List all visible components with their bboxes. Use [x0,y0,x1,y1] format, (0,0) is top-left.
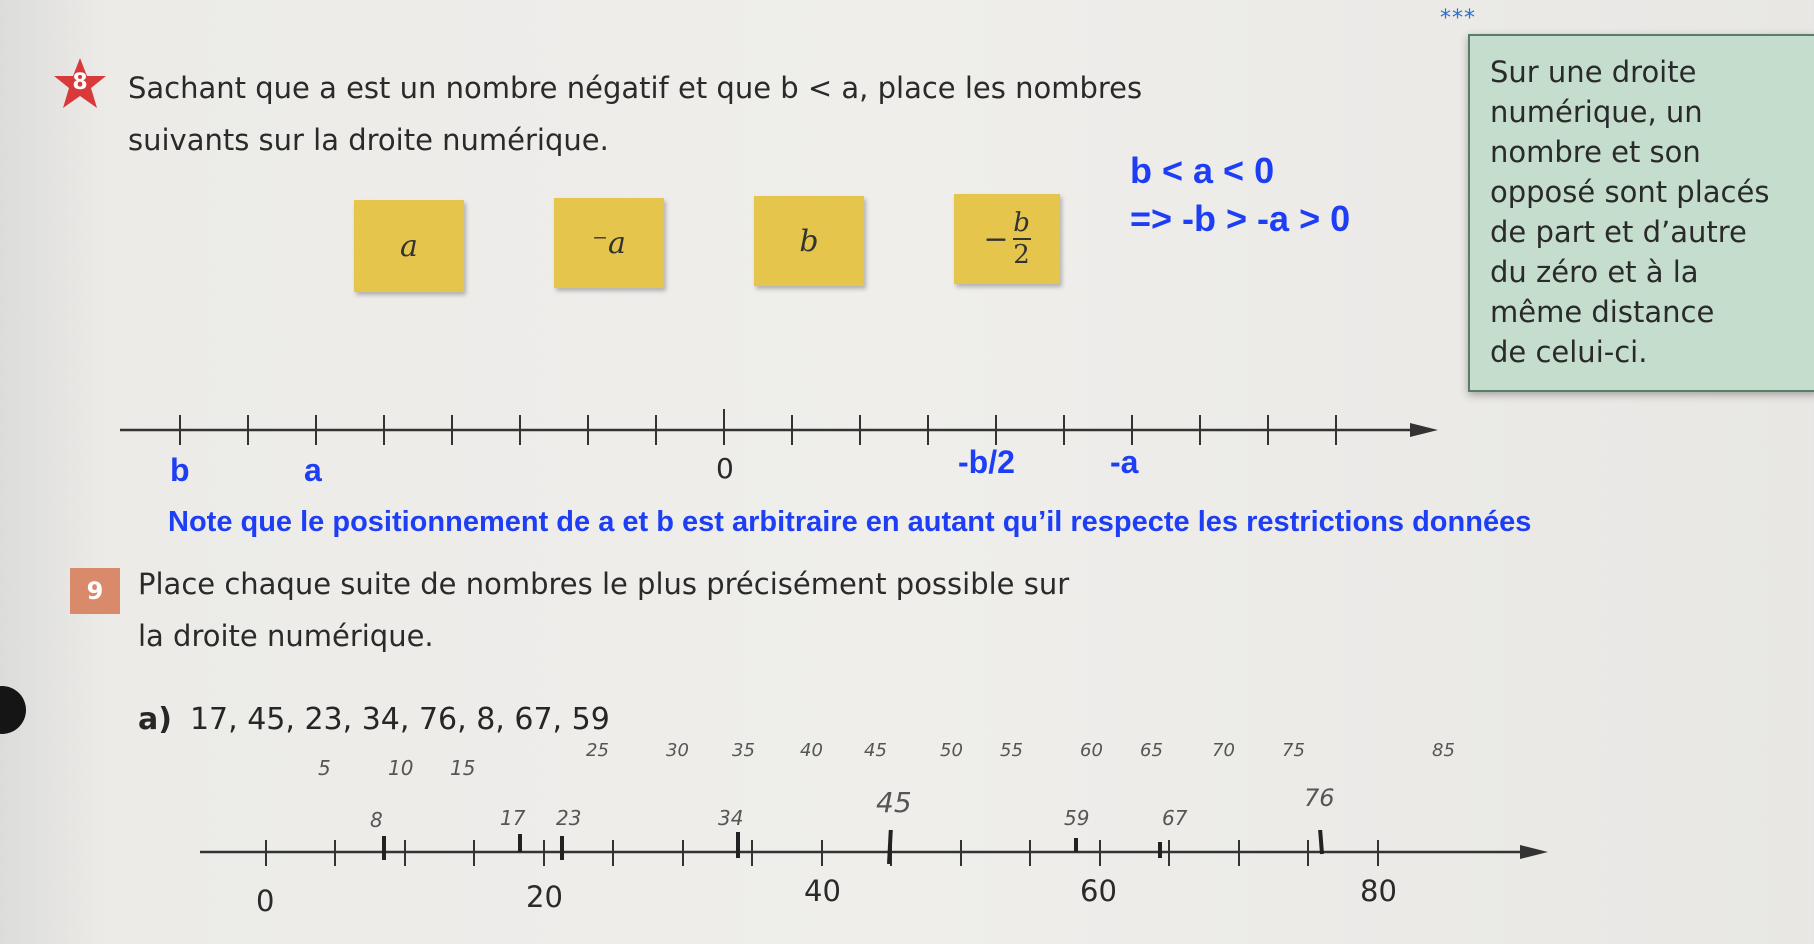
pencil-number: 30 [666,740,689,761]
pencil-mark-label: 23 [556,806,582,830]
tick-label-60: 60 [1080,874,1117,908]
fraction-denominator: 2 [1013,240,1030,270]
answer-inequality-2: => -b > -a > 0 [1130,198,1351,239]
pencil-number: 50 [940,740,963,761]
pencil-mark-label: 34 [718,806,744,830]
card-a[interactable]: a [354,200,464,292]
tip-box [1468,34,1814,392]
number-line-9 [0,830,1560,880]
tip-line: du zéro et à la [1490,255,1699,289]
question-8-line-2: suivants sur la droite numérique. [128,123,609,157]
tip-line: Sur une droite [1490,55,1697,89]
tip-line: de part et d’autre [1490,215,1747,249]
card-b[interactable]: b [754,196,864,286]
pencil-number: 85 [1432,740,1455,761]
card-neg-b-half[interactable] [954,194,1060,284]
pencil-mark-label: 8 [370,808,383,832]
pencil-mark-label: 76 [1304,784,1335,812]
pencil-number: 10 [388,756,414,780]
pencil-number: 5 [318,756,331,780]
question-9-badge: 9 [70,568,120,614]
pencil-mark-label: 45 [876,786,912,819]
pencil-mark-label: 59 [1064,806,1090,830]
fraction-numerator: b [1013,208,1030,238]
part-a [138,702,610,737]
tip-line: de celui-ci. [1490,335,1648,369]
part-a-label: a) [138,702,172,737]
pencil-mark-label: 67 [1162,806,1188,830]
tip-line: même distance [1490,295,1715,329]
frac-sign: − [983,221,1009,257]
question-9-line-1: Place chaque suite de nombres le plus précisément possible sur [138,567,1070,601]
pencil-number: 70 [1212,740,1235,761]
pencil-number: 65 [1140,740,1163,761]
pencil-number: 15 [450,756,476,780]
question-8-line-1: Sachant que a est un nombre négatif et que b < a, place les nombres [128,71,1143,105]
tick-label-80: 80 [1360,874,1397,908]
pencil-number: 60 [1080,740,1103,761]
pencil-number: 55 [1000,740,1023,761]
label-neg-b-half: -b/2 [958,444,1015,480]
pencil-number: 25 [586,740,609,761]
question-8-badge [52,56,108,112]
answer-inequality-1: b < a < 0 [1130,150,1275,191]
tip-line: opposé sont placés [1490,175,1770,209]
tip-line: nombre et son [1490,135,1701,169]
label-a: a [304,452,322,488]
question-9-line-2: la droite numérique. [138,619,434,653]
fraction [1013,210,1031,268]
question-9-text [138,558,1238,662]
pencil-number: 45 [864,740,887,761]
tick-label-20: 20 [526,880,563,914]
label-b: b [170,452,190,488]
difficulty-stars: *** [1440,6,1476,31]
pencil-number: 75 [1282,740,1305,761]
tick-label-0: 0 [256,884,275,918]
pencil-mark-label: 17 [500,806,526,830]
part-a-numbers: 17, 45, 23, 34, 76, 8, 67, 59 [189,702,610,737]
question-8-text [128,62,1228,166]
tip-line: numérique, un [1490,95,1703,129]
pencil-number: 35 [732,740,755,761]
tick-label-40: 40 [804,874,841,908]
question-8-number: 8 [72,70,88,95]
label-neg-a: -a [1110,444,1139,480]
card-neg-a[interactable]: ⁻a [554,198,664,288]
answer-note: Note que le positionnement de a et b est arbitraire en autant qu’il respecte les restrictions données [168,506,1532,538]
binder-hole [0,686,26,734]
pencil-number: 40 [800,740,823,761]
label-zero: 0 [716,452,734,485]
number-line-8 [0,395,1460,455]
